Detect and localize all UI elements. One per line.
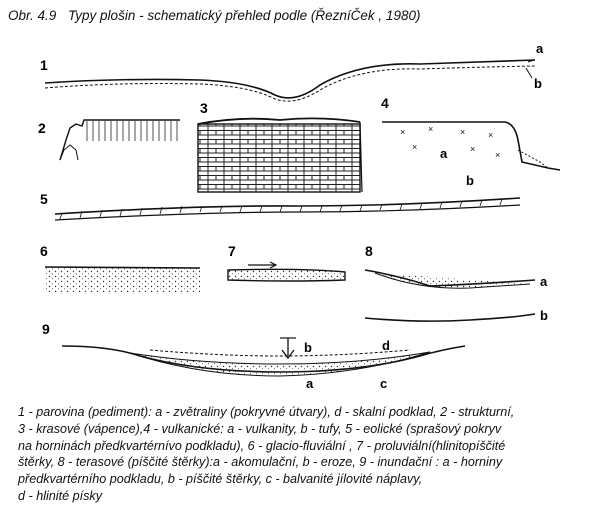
caption-line: na horninách předkvartérnívo podkladu), 6 - glacio-fluviální , 7 - proluviální(hlinitopíščité <box>18 438 506 453</box>
panel-2 <box>38 120 180 160</box>
panel-8-label-a: a <box>540 274 548 289</box>
panel-6-deposit <box>45 267 200 292</box>
panel-8-erosion <box>365 314 535 321</box>
panel-9-label-b: b <box>304 340 312 355</box>
panel-1-cover-layer <box>45 66 535 101</box>
panel-2-number: 2 <box>38 120 46 136</box>
panel-1-label-a: a <box>536 41 544 56</box>
panel-4 <box>381 95 560 188</box>
panel-3-limestone <box>198 124 360 192</box>
panel-7 <box>228 243 345 281</box>
caption-line: 3 - krasové (vápence),4 - vulkanické: a - vulkanity, b - tufy, 5 - eolické (sprašový pokryv <box>18 421 502 436</box>
panel-5-number: 5 <box>40 191 48 207</box>
panel-9-label-a: a <box>306 376 314 391</box>
svg-text:×: × <box>400 127 406 137</box>
svg-text:×: × <box>412 142 418 152</box>
caption-line: 1 - parovina (pediment): a - zvětraliny (pokryvné útvary), d - skalní podklad, 2 - strukturní, <box>18 405 515 419</box>
panel-6-number: 6 <box>40 243 48 259</box>
panel-6 <box>40 243 200 292</box>
panel-4-label-b: b <box>466 173 474 188</box>
panel-8-label-b: b <box>540 308 548 323</box>
panel-3 <box>198 100 362 192</box>
panel-8-number: 8 <box>365 243 373 259</box>
panel-1 <box>40 41 544 101</box>
panel-7-fan <box>228 269 345 281</box>
panel-3-number: 3 <box>200 100 208 116</box>
panel-7-number: 7 <box>228 243 236 259</box>
panel-5-loess-base <box>55 205 520 220</box>
panel-5 <box>40 191 520 220</box>
caption-line: d - hlinité písky <box>18 488 102 503</box>
svg-text:×: × <box>460 127 466 137</box>
svg-text:×: × <box>428 124 434 134</box>
panel-2-strata <box>84 121 180 141</box>
panel-9-label-d: d <box>382 338 390 353</box>
panel-9-number: 9 <box>42 321 50 337</box>
panel-9 <box>42 321 465 391</box>
svg-text:×: × <box>488 130 494 140</box>
panel-4-number: 4 <box>381 95 389 111</box>
caption-line: předkvartérního podkladu, b - píščité štěrky, c - balvanité jílovité náplavy, <box>18 472 423 487</box>
figure-title-text: Typy plošin - schematický přehled podle (ŘezníČek , 1980) <box>68 8 421 23</box>
panel-1-surface <box>45 60 535 98</box>
svg-text:×: × <box>470 144 476 154</box>
figure-caption <box>18 404 596 505</box>
panel-1-number: 1 <box>40 57 48 73</box>
panel-8 <box>365 243 548 323</box>
panel-9-label-c: c <box>380 376 388 391</box>
svg-text:×: × <box>495 150 501 160</box>
panel-1-label-b: b <box>534 76 542 91</box>
figure-number: Obr. 4.9 <box>8 8 57 23</box>
panel-4-label-a: a <box>440 146 448 161</box>
caption-line: štěrky, 8 - terasové (píščité štěrky):a - akomulační, b - eroze, 9 - inundační : a - horniny <box>18 455 503 470</box>
